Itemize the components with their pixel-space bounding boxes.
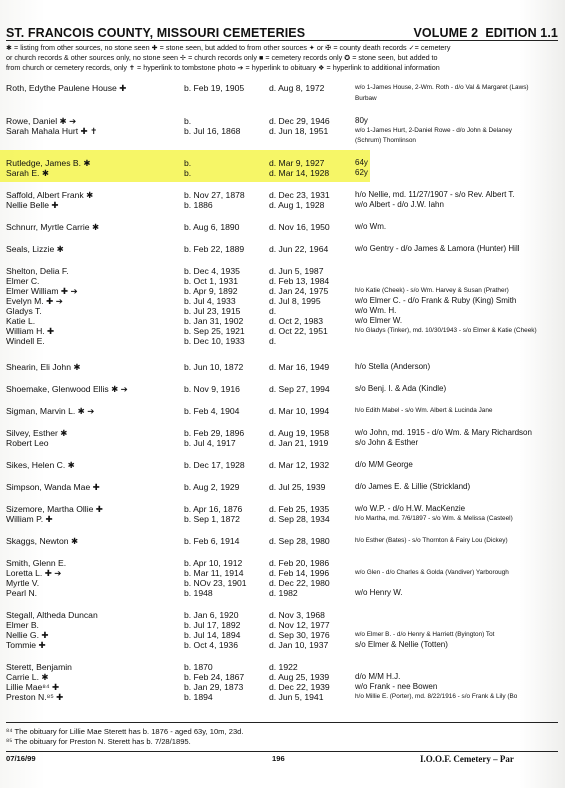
entry-born: b. 1948 xyxy=(184,588,213,598)
entry-name: Sterett, Benjamin xyxy=(6,662,72,672)
footer-cemetery: I.O.O.F. Cemetery – Par xyxy=(420,754,514,764)
entry-died: d. Sep 27, 1994 xyxy=(269,384,330,394)
entry-died: d. Nov 12, 1977 xyxy=(269,620,330,630)
entry-born: b. Jul 17, 1892 xyxy=(184,620,241,630)
entry-died: d. Jan 10, 1937 xyxy=(269,640,329,650)
entry-born: b. Jun 10, 1872 xyxy=(184,362,244,372)
entry-name: Myrtle V. xyxy=(6,578,40,588)
entry-name: Schnurr, Myrtle Carrie ✱ xyxy=(6,222,100,232)
entry-note: h/o Gladys (Tinker), md. 10/30/1943 - s/o Elmer & Katie (Cheek) xyxy=(355,327,537,334)
entry-name: Robert Leo xyxy=(6,438,49,448)
entry-name: Seals, Lizzie ✱ xyxy=(6,244,64,254)
entry-born: b. Sep 25, 1921 xyxy=(184,326,245,336)
entry-name: Smith, Glenn E. xyxy=(6,558,67,568)
entry-born: b. Dec 10, 1933 xyxy=(184,336,245,346)
entry-died: d. Feb 14, 1996 xyxy=(269,568,330,578)
entry-name: Sizemore, Martha Ollie ✚ xyxy=(6,504,103,514)
entry-born: b. Aug 2, 1929 xyxy=(184,482,240,492)
entry-name: Shearin, Eli John ✱ xyxy=(6,362,81,372)
entry-born: b. Dec 4, 1935 xyxy=(184,266,240,276)
entry-born: b. Feb 4, 1904 xyxy=(184,406,240,416)
entry-name: Carrie L. ✱ xyxy=(6,672,49,682)
entry-note: w/o Elmer C. - d/o Frank & Ruby (King) Smith xyxy=(355,296,517,305)
entry-died: d. Aug 19, 1958 xyxy=(269,428,330,438)
entry-died: d. Mar 16, 1949 xyxy=(269,362,330,372)
entry-note: w/o Albert - d/o J.W. Iahn xyxy=(355,200,444,209)
entry-note: 64y xyxy=(355,158,368,167)
entry-died: d. xyxy=(269,336,277,346)
entry-note: s/o Benj. I. & Ada (Kindle) xyxy=(355,384,447,393)
entry-name: Shoemake, Glenwood Ellis ✱ ➔ xyxy=(6,384,128,394)
entry-name: Shelton, Delia F. xyxy=(6,266,69,276)
entry-died: d. Mar 10, 1994 xyxy=(269,406,330,416)
footer-divider xyxy=(6,751,558,752)
entry-note: h/o Martha, md. 7/6/1897 - s/o Wm. & Melissa (Casteel) xyxy=(355,515,513,522)
entry-died: d. Jun 5, 1941 xyxy=(269,692,324,702)
entry-born: b. Jul 4, 1933 xyxy=(184,296,236,306)
entry-name: Silvey, Esther ✱ xyxy=(6,428,68,438)
entry-born: b. Feb 19, 1905 xyxy=(184,83,245,93)
entry-born: b. NOv 23, 1901 xyxy=(184,578,247,588)
entry-name: Loretta L. ✚ ➔ xyxy=(6,568,62,578)
entry-born: b. Feb 22, 1889 xyxy=(184,244,245,254)
entry-born: b. xyxy=(184,168,192,178)
entry-name: Tommie ✚ xyxy=(6,640,46,650)
entry-name: Preston N.⁸⁵ ✚ xyxy=(6,692,64,702)
entry-died: d. Jul 8, 1995 xyxy=(269,296,321,306)
legend-line: or church records & other sources only, no stone seen ✢ = church records only ■ = cemetery records only ✪ = stone seen, but added to xyxy=(6,53,438,62)
entry-name: Evelyn M. ✚ ➔ xyxy=(6,296,63,306)
entry-born: b. Sep 1, 1872 xyxy=(184,514,240,524)
entry-note: w/o Wm. xyxy=(355,222,387,231)
page-number: 196 xyxy=(272,754,285,763)
entry-name: William H. ✚ xyxy=(6,326,55,336)
entry-died: d. Dec 22, 1939 xyxy=(269,682,330,692)
entry-died: d. Dec 22, 1980 xyxy=(269,578,330,588)
entry-note: s/o John & Esther xyxy=(355,438,419,447)
entry-name: Elmer C. xyxy=(6,276,40,286)
entry-died: d. Aug 25, 1939 xyxy=(269,672,330,682)
entry-born: b. 1894 xyxy=(184,692,213,702)
entry-died: d. Nov 3, 1968 xyxy=(269,610,325,620)
entry-died: d. Oct 22, 1951 xyxy=(269,326,328,336)
entry-note: w/o John, md. 1915 - d/o Wm. & Mary Richardson xyxy=(355,428,532,437)
entry-name: Rutledge, James B. ✱ xyxy=(6,158,91,168)
entry-died: d. Feb 25, 1935 xyxy=(269,504,330,514)
page-header xyxy=(6,26,558,40)
entry-note: w/o Wm. H. xyxy=(355,306,397,315)
entry-died: d. Aug 8, 1972 xyxy=(269,83,325,93)
entry-name: Elmer B. xyxy=(6,620,39,630)
entry-born: b. Jul 14, 1894 xyxy=(184,630,241,640)
entry-died: d. Dec 29, 1946 xyxy=(269,116,330,126)
entry-note: 62y xyxy=(355,168,368,177)
entry-died: d. Sep 28, 1934 xyxy=(269,514,330,524)
entry-note: w/o Glen - d/o Charles & Golda (Vandiver) Yarborough xyxy=(355,569,509,576)
entry-died: d. Sep 30, 1976 xyxy=(269,630,330,640)
entry-died: d. Dec 23, 1931 xyxy=(269,190,330,200)
entry-name: Skaggs, Newton ✱ xyxy=(6,536,79,546)
entry-born: b. Apr 16, 1876 xyxy=(184,504,243,514)
entry-name: Elmer William ✚ ➔ xyxy=(6,286,78,296)
entry-name: Stegall, Altheda Duncan xyxy=(6,610,98,620)
entry-died: d. Mar 12, 1932 xyxy=(269,460,330,470)
entry-died: d. Oct 2, 1983 xyxy=(269,316,323,326)
entry-note: h/o Esther (Bates) - s/o Thornton & Fairy Lou (Dickey) xyxy=(355,537,508,544)
entry-note: d/o M/M H.J. xyxy=(355,672,401,681)
entry-note: h/o Stella (Anderson) xyxy=(355,362,431,371)
entry-died: d. 1982 xyxy=(269,588,298,598)
entry-born: b. Feb 6, 1914 xyxy=(184,536,240,546)
entry-name: Sarah E. ✱ xyxy=(6,168,50,178)
entry-died: d. Jul 25, 1939 xyxy=(269,482,326,492)
entry-born: b. Mar 11, 1914 xyxy=(184,568,244,578)
entry-born: b. Nov 27, 1878 xyxy=(184,190,245,200)
entry-born: b. Jan 31, 1902 xyxy=(184,316,244,326)
entry-note: w/o Elmer B. - d/o Henry & Harriett (Byington) Tot xyxy=(355,631,495,638)
footer-date: 07/16/99 xyxy=(6,754,36,763)
page-title: ST. FRANCOIS COUNTY, MISSOURI CEMETERIES xyxy=(6,26,306,40)
legend-line: ✱ = listing from other sources, no stone seen ✚ = stone seen, but added to from other sources ✦ or ✠ = county death records ✓= cemetery xyxy=(6,43,451,52)
entry-died: d. xyxy=(269,306,277,316)
entry-born: b. Jul 16, 1868 xyxy=(184,126,241,136)
entry-born: b. 1870 xyxy=(184,662,213,672)
entry-name: Sigman, Marvin L. ✱ ➔ xyxy=(6,406,95,416)
entry-name: Windell E. xyxy=(6,336,45,346)
entry-name: William P. ✚ xyxy=(6,514,53,524)
entry-born: b. Nov 9, 1916 xyxy=(184,384,240,394)
entry-born: b. Jul 4, 1917 xyxy=(184,438,236,448)
entry-note: w/o Frank - nee Bowen xyxy=(355,682,438,691)
entry-name: Saffold, Albert Frank ✱ xyxy=(6,190,94,200)
entry-note: h/o Edith Mabel - s/o Wm. Albert & Lucinda Jane xyxy=(355,407,493,414)
entry-name: Sikes, Helen C. ✱ xyxy=(6,460,75,470)
entry-died: d. Jan 21, 1919 xyxy=(269,438,329,448)
entry-died: d. Jan 24, 1975 xyxy=(269,286,329,296)
entry-note: d/o M/M George xyxy=(355,460,413,469)
entry-died: d. Feb 13, 1984 xyxy=(269,276,330,286)
entry-died: d. Sep 28, 1980 xyxy=(269,536,330,546)
entry-died: d. Feb 20, 1986 xyxy=(269,558,330,568)
entry-note: h/o Millie E. (Porter), md. 8/22/1916 - s/o Frank & Lily (Bo xyxy=(355,693,518,700)
footnote-85: ⁸⁵ The obituary for Preston N. Sterett has b. 7/28/1895. xyxy=(6,737,191,746)
entry-name: Sarah Mahala Hurt ✚ ✝ xyxy=(6,126,98,136)
entry-name: Gladys T. xyxy=(6,306,42,316)
entry-note: s/o Elmer & Nellie (Totten) xyxy=(355,640,448,649)
entry-name: Nellie Belle ✚ xyxy=(6,200,59,210)
entry-died: d. 1922 xyxy=(269,662,298,672)
entry-name: Katie L. xyxy=(6,316,36,326)
entry-died: d. Jun 18, 1951 xyxy=(269,126,329,136)
entry-died: d. Jun 5, 1987 xyxy=(269,266,324,276)
entry-born: b. Feb 29, 1896 xyxy=(184,428,245,438)
footnote-84: ⁸⁴ The obituary for Lillie Mae Sterett has b. 1876 - aged 63y, 10m, 23d. xyxy=(6,727,244,736)
entry-note: w/o 1-James House, 2-Wm. Roth - d/o Val & Margaret (Laws) xyxy=(355,84,529,91)
entry-born: b. Jan 6, 1920 xyxy=(184,610,239,620)
entry-note: 80y xyxy=(355,116,368,125)
entry-born: b. Feb 24, 1867 xyxy=(184,672,245,682)
entry-note: h/o Katie (Cheek) - s/o Wm. Harvey & Susan (Prather) xyxy=(355,287,509,294)
entry-note: w/o 1-James Hurt, 2-Daniel Rowe - d/o John & Delaney xyxy=(355,127,512,134)
entry-name: Pearl N. xyxy=(6,588,38,598)
legend-line: from church or cemetery records, only ✝ = hyperlink to tombstone photo ➔ = hyperlink to obituary ❖ = hyperlink to additional information xyxy=(6,63,440,72)
entry-name: Nellie G. ✚ xyxy=(6,630,49,640)
entry-born: b. 1886 xyxy=(184,200,213,210)
entry-born: b. Oct 4, 1936 xyxy=(184,640,238,650)
entry-died: d. Aug 1, 1928 xyxy=(269,200,325,210)
entry-note: (Schrum) Thomlinson xyxy=(355,137,416,144)
entry-note: w/o Gentry - d/o James & Lamora (Hunter) Hill xyxy=(355,244,520,253)
entry-note: h/o Nellie, md. 11/27/1907 - s/o Rev. Albert T. xyxy=(355,190,515,199)
entry-note: w/o Elmer W. xyxy=(355,316,403,325)
entry-born: b. Aug 6, 1890 xyxy=(184,222,240,232)
legend xyxy=(6,40,558,73)
entry-name: Simpson, Wanda Mae ✚ xyxy=(6,482,100,492)
entry-note: w/o Henry W. xyxy=(355,588,403,597)
entry-born: b. Dec 17, 1928 xyxy=(184,460,245,470)
entry-note: d/o James E. & Lillie (Strickland) xyxy=(355,482,471,491)
entry-note: Burbaw xyxy=(355,95,377,102)
entry-died: d. Nov 16, 1950 xyxy=(269,222,330,232)
entry-born: b. Jan 29, 1873 xyxy=(184,682,244,692)
entry-born: b. xyxy=(184,158,192,168)
entry-note: w/o W.P. - d/o H.W. MacKenzie xyxy=(355,504,466,513)
entry-died: d. Mar 9, 1927 xyxy=(269,158,325,168)
entry-name: Lillie Mae⁸⁴ ✚ xyxy=(6,682,60,692)
entry-died: d. Mar 14, 1928 xyxy=(269,168,330,178)
entry-born: b. xyxy=(184,116,192,126)
entry-name: Roth, Edythe Paulene House ✚ xyxy=(6,83,127,93)
volume-edition: VOLUME 2 EDITION 1.1 xyxy=(413,26,558,40)
entry-died: d. Jun 22, 1964 xyxy=(269,244,329,254)
entry-born: b. Oct 1, 1931 xyxy=(184,276,238,286)
footnote-divider xyxy=(6,722,558,723)
entry-born: b. Jul 23, 1915 xyxy=(184,306,241,316)
entry-born: b. Apr 10, 1912 xyxy=(184,558,243,568)
entry-born: b. Apr 9, 1892 xyxy=(184,286,238,296)
entry-name: Rowe, Daniel ✱ ➔ xyxy=(6,116,77,126)
